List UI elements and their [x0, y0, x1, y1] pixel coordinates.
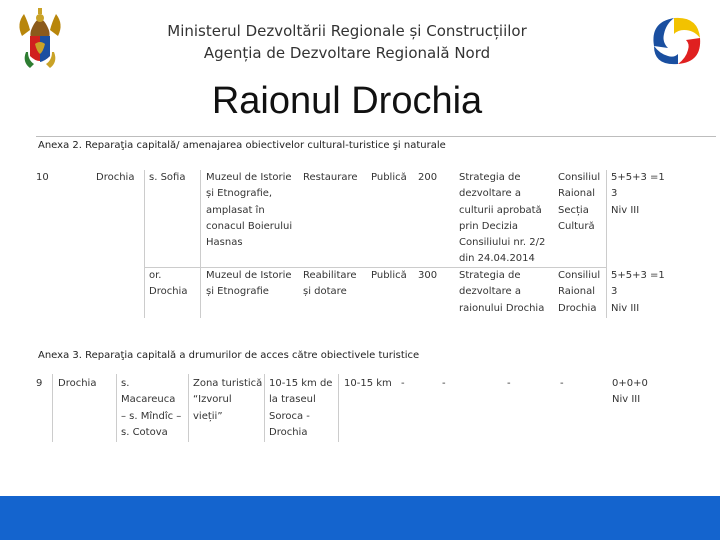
text-line: Drochia — [149, 286, 188, 298]
annex2-row2-score — [611, 268, 665, 317]
annex3-row-col4: - — [560, 378, 564, 389]
page-title: Raionul Drochia — [211, 80, 483, 122]
text-line: Macareuca — [121, 394, 176, 406]
text-line: 5+5+3 =1 — [611, 172, 665, 183]
annex2-column-divider — [144, 170, 145, 318]
annex2-row1-beneficiary — [558, 170, 600, 235]
annex2-column-divider — [200, 170, 201, 318]
text-line: Publică — [371, 172, 407, 183]
annex3-row-score — [612, 376, 648, 409]
annex2-row2-ownership — [371, 268, 407, 284]
annex2-row1-ownership — [371, 170, 407, 186]
text-line: Niv III — [612, 394, 641, 406]
annex2-row1-district: Drochia — [96, 172, 135, 183]
text-line: Muzeul de Istorie — [206, 270, 292, 281]
annex2-row1-number: 10 — [36, 172, 49, 183]
text-line: la traseul — [269, 394, 316, 406]
text-line: Consiliul — [558, 270, 601, 281]
text-line: raionului Drochia — [459, 302, 545, 314]
annex3-row-col2: - — [442, 378, 446, 389]
annex2-row1-locality — [149, 170, 185, 186]
text-line: Raional — [558, 286, 595, 298]
annex2-caption: Anexa 2. Reparaţia capitală/ amenajarea obiectivelor cultural-turistice şi naturale — [38, 140, 446, 151]
text-line: – s. Mîndîc – — [121, 410, 182, 422]
text-line: “Izvorul — [193, 394, 232, 406]
text-line: Raional — [558, 188, 595, 200]
annex2-row2-beneficiary — [558, 268, 600, 317]
text-line: Consiliul — [558, 172, 601, 183]
annex2-row1-object — [206, 170, 292, 251]
text-line: 3 — [611, 188, 618, 200]
text-line: culturii aprobată — [459, 204, 542, 216]
text-line: or. — [149, 270, 162, 281]
annex2-row1-strategy — [459, 170, 545, 268]
agency-name: Agenția de Dezvoltare Regională Nord — [203, 44, 491, 62]
text-line: 0+0+0 — [612, 378, 648, 389]
annex3-column-divider — [264, 374, 265, 442]
annex3-row-district: Drochia — [58, 378, 97, 389]
text-line: și Etnografie — [206, 286, 269, 298]
annex2-column-divider — [606, 170, 607, 318]
text-line: 10-15 km de — [269, 378, 333, 389]
text-line: 10-15 km — [344, 378, 392, 389]
text-line: Restaurare — [303, 172, 358, 183]
title-divider — [36, 136, 716, 137]
annex3-row-col1: - — [401, 378, 405, 389]
text-line: Publică — [371, 270, 407, 281]
text-line: Secția — [558, 204, 589, 216]
text-line: și Etnografie, — [206, 188, 273, 200]
text-line: 300 — [418, 270, 438, 281]
annex3-column-divider — [52, 374, 53, 442]
text-line: Drochia — [558, 302, 597, 314]
text-line: vieții” — [193, 410, 223, 422]
annex2-row1-work — [303, 170, 358, 186]
annex2-row1-score — [611, 170, 665, 219]
text-line: Zona turistică — [193, 378, 263, 389]
annex2-row1-cost — [418, 170, 437, 186]
text-line: Strategia de — [459, 172, 521, 183]
annex3-row-object — [193, 376, 262, 425]
annex3-row-length — [344, 376, 392, 392]
text-line: și dotare — [303, 286, 347, 298]
text-line: prin Decizia — [459, 220, 519, 232]
text-line: Hasnas — [206, 237, 243, 249]
annex3-column-divider — [116, 374, 117, 442]
text-line: Niv III — [611, 302, 640, 314]
text-line: Drochia — [269, 426, 308, 438]
text-line: 200 — [418, 172, 438, 183]
annex3-column-divider — [338, 374, 339, 442]
annex3-row-locality — [121, 376, 181, 441]
text-line: Reabilitare — [303, 270, 357, 281]
annex3-column-divider — [188, 374, 189, 442]
annex2-row2-cost — [418, 268, 437, 284]
annex2-row2-strategy — [459, 268, 544, 317]
ministry-name: Ministerul Dezvoltării Regionale și Construcțiilor — [167, 22, 527, 40]
text-line: Consiliului nr. 2/2 — [459, 237, 546, 249]
text-line: dezvoltare a — [459, 286, 521, 298]
annex3-row-col3: - — [507, 378, 511, 389]
text-line: Cultură — [558, 220, 595, 232]
annex2-row2-work — [303, 268, 357, 301]
text-line: 3 — [611, 286, 618, 298]
text-line: Soroca - — [269, 410, 310, 422]
text-line: s. — [121, 378, 130, 389]
text-line: Niv III — [611, 204, 640, 216]
text-line: conacul Boierului — [206, 220, 293, 232]
annex3-caption: Anexa 3. Reparaţia capitală a drumurilor de acces către obiectivele turistice — [38, 350, 420, 361]
text-line: Strategia de — [459, 270, 521, 281]
ministry-header — [0, 20, 694, 64]
text-line: Muzeul de Istorie — [206, 172, 292, 183]
text-line: s. Sofia — [149, 172, 186, 183]
annex3-row-route — [269, 376, 332, 441]
text-line: amplasat în — [206, 204, 265, 216]
footer-bar — [0, 496, 720, 540]
text-line: 5+5+3 =1 — [611, 270, 665, 281]
text-line: din 24.04.2014 — [459, 253, 535, 265]
annex2-row2-object — [206, 268, 292, 301]
text-line: s. Cotova — [121, 426, 168, 438]
text-line: dezvoltare a — [459, 188, 521, 200]
annex2-row2-locality — [149, 268, 187, 301]
annex3-row-number: 9 — [36, 378, 43, 389]
